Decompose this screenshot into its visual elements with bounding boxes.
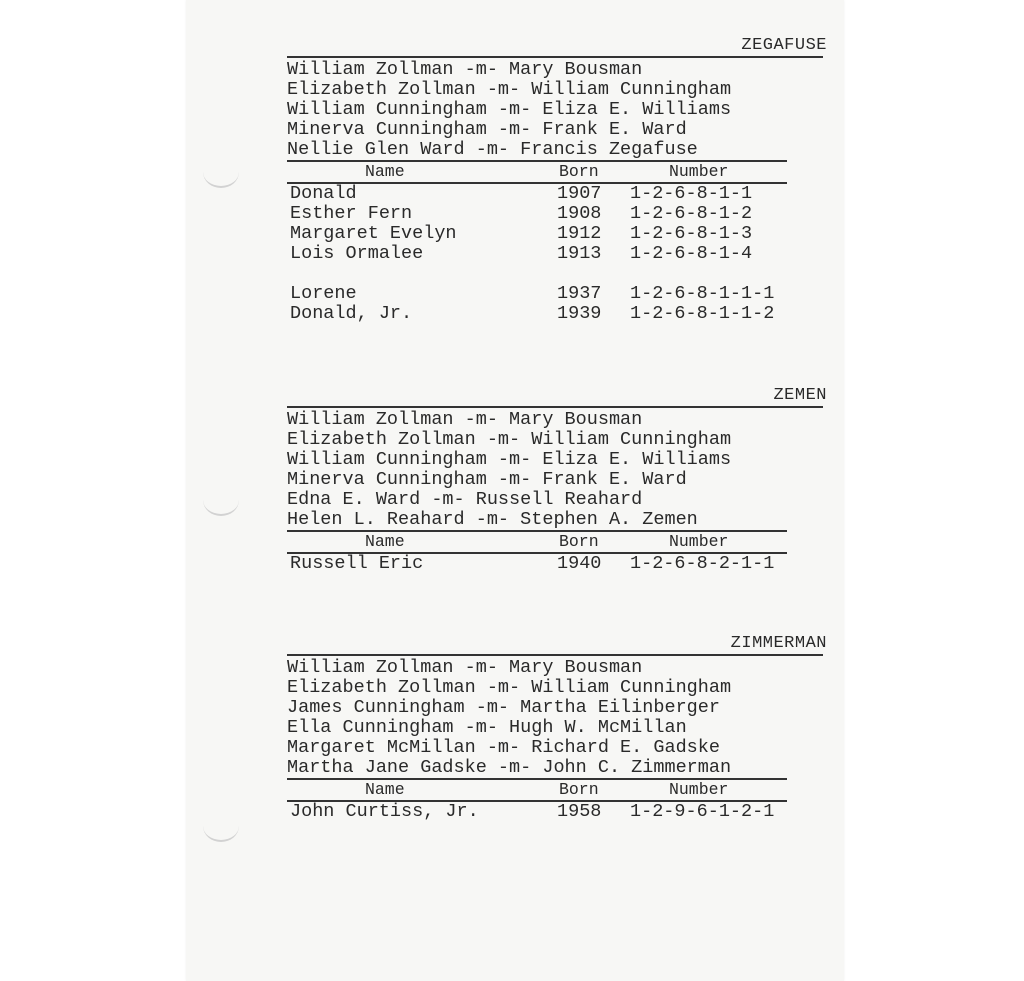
table-row [287, 284, 787, 304]
table-row [287, 554, 787, 574]
lineage-line: William Cunningham -m- Eliza E. Williams [287, 449, 732, 470]
table-row [287, 184, 787, 204]
cell-name: Margaret Evelyn [290, 223, 457, 244]
lineage-line: William Zollman -m- Mary Bousman [287, 657, 643, 678]
surname-heading: ZEMEN [773, 386, 827, 405]
cell-born: 1937 [557, 283, 602, 304]
lineage-line: Helen L. Reahard -m- Stephen A. Zemen [287, 509, 698, 530]
lineage-line: Margaret McMillan -m- Richard E. Gadske [287, 737, 720, 758]
cell-number: 1-2-9-6-1-2-1 [630, 801, 775, 822]
header-number: Number [669, 780, 729, 799]
lineage-line: James Cunningham -m- Martha Eilinberger [287, 697, 720, 718]
header-born: Born [559, 780, 599, 799]
table-row [287, 244, 787, 264]
table-header [287, 778, 787, 802]
header-name: Name [365, 162, 405, 181]
surname-heading: ZEGAFUSE [741, 36, 827, 55]
cell-born: 1912 [557, 223, 602, 244]
header-number: Number [669, 162, 729, 181]
cell-born: 1939 [557, 303, 602, 324]
lineage-line: Minerva Cunningham -m- Frank E. Ward [287, 119, 687, 140]
lineage-list [287, 58, 827, 160]
header-number: Number [669, 532, 729, 551]
lineage-line: Elizabeth Zollman -m- William Cunningham [287, 79, 732, 100]
cell-number: 1-2-6-8-1-1-2 [630, 303, 775, 324]
cell-number: 1-2-6-8-1-4 [630, 243, 753, 264]
binder-hole [203, 810, 239, 842]
header-name: Name [365, 780, 405, 799]
cell-number: 1-2-6-8-1-1 [630, 183, 753, 204]
lineage-line: Martha Jane Gadske -m- John C. Zimmerman [287, 757, 732, 778]
header-born: Born [559, 162, 599, 181]
cell-name: Lois Ormalee [290, 243, 424, 264]
cell-name: John Curtiss, Jr. [290, 801, 479, 822]
lineage-line: Edna E. Ward -m- Russell Reahard [287, 489, 643, 510]
cell-born: 1958 [557, 801, 602, 822]
header-name: Name [365, 532, 405, 551]
lineage-list [287, 656, 827, 778]
cell-born: 1908 [557, 203, 602, 224]
lineage-line: Nellie Glen Ward -m- Francis Zegafuse [287, 139, 698, 160]
cell-born: 1907 [557, 183, 602, 204]
table-row [287, 204, 787, 224]
cell-number: 1-2-6-8-1-3 [630, 223, 753, 244]
binder-hole [203, 484, 239, 516]
table-row [287, 224, 787, 244]
cell-born: 1913 [557, 243, 602, 264]
cell-name: Lorene [290, 283, 357, 304]
cell-name: Donald, Jr. [290, 303, 413, 324]
children-table [287, 530, 787, 574]
lineage-line: Minerva Cunningham -m- Frank E. Ward [287, 469, 687, 490]
family-section-zemen [287, 386, 827, 574]
lineage-line: William Zollman -m- Mary Bousman [287, 59, 643, 80]
cell-born: 1940 [557, 553, 602, 574]
table-header [287, 530, 787, 554]
children-table [287, 778, 787, 822]
cell-number: 1-2-6-8-1-2 [630, 203, 753, 224]
table-row [287, 304, 787, 324]
family-section-zegafuse [287, 36, 827, 324]
row-spacer [287, 264, 787, 284]
binder-hole [203, 156, 239, 188]
cell-name: Donald [290, 183, 357, 204]
cell-number: 1-2-6-8-1-1-1 [630, 283, 775, 304]
lineage-line: Elizabeth Zollman -m- William Cunningham [287, 429, 732, 450]
lineage-list [287, 408, 827, 530]
table-row [287, 802, 787, 822]
table-header [287, 160, 787, 184]
lineage-line: William Zollman -m- Mary Bousman [287, 409, 643, 430]
cell-name: Esther Fern [290, 203, 413, 224]
lineage-line: Elizabeth Zollman -m- William Cunningham [287, 677, 732, 698]
surname-heading: ZIMMERMAN [730, 634, 827, 653]
header-born: Born [559, 532, 599, 551]
family-section-zimmerman [287, 634, 827, 822]
cell-number: 1-2-6-8-2-1-1 [630, 553, 775, 574]
children-table [287, 160, 787, 324]
cell-name: Russell Eric [290, 553, 424, 574]
lineage-line: Ella Cunningham -m- Hugh W. McMillan [287, 717, 687, 738]
lineage-line: William Cunningham -m- Eliza E. Williams [287, 99, 732, 120]
